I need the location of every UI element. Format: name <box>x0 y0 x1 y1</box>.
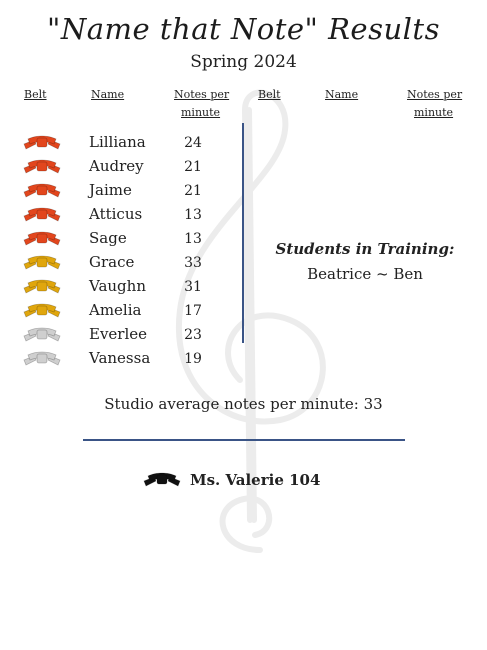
studio-average: Studio average notes per minute: 33 <box>104 395 383 413</box>
student-name: Sage <box>89 229 127 247</box>
yellow-belt-icon <box>22 276 62 298</box>
student-npm: 13 <box>184 231 202 247</box>
list-item <box>22 324 62 350</box>
white-belt-icon <box>22 348 62 370</box>
white-belt-icon <box>22 324 62 346</box>
list-item <box>22 300 62 326</box>
student-name: Lilliana <box>89 133 146 151</box>
student-npm: 24 <box>184 135 202 151</box>
red-belt-icon <box>22 228 62 250</box>
training-names: Beatrice ~ Ben <box>307 265 423 283</box>
student-npm: 33 <box>184 255 202 271</box>
list-item <box>22 156 62 182</box>
student-name: Atticus <box>89 205 143 223</box>
header-belt: Belt <box>24 88 47 101</box>
list-item <box>22 204 62 230</box>
list-item <box>22 348 62 374</box>
red-belt-icon <box>22 132 62 154</box>
student-npm: 21 <box>184 183 202 199</box>
list-item <box>22 180 62 206</box>
list-item <box>22 276 62 302</box>
header-minute-right: minute <box>414 106 454 119</box>
header-notes-per-right: Notes per <box>407 88 463 101</box>
student-name: Everlee <box>89 325 148 343</box>
list-item <box>22 132 62 158</box>
list-item <box>22 228 62 254</box>
section-divider <box>83 439 405 441</box>
red-belt-icon <box>22 180 62 202</box>
page-subtitle: Spring 2024 <box>190 52 297 72</box>
student-npm: 21 <box>184 159 202 175</box>
red-belt-icon <box>22 204 62 226</box>
student-name: Jaime <box>89 181 132 199</box>
header-belt-right: Belt <box>258 88 281 101</box>
page-title: "Name that Note" Results <box>47 12 440 46</box>
list-item <box>22 252 62 278</box>
student-name: Grace <box>89 253 135 271</box>
student-name: Vaughn <box>89 277 146 295</box>
header-notes-per: Notes per <box>174 88 230 101</box>
column-divider <box>242 123 244 343</box>
header-name-right: Name <box>325 88 359 101</box>
header-name: Name <box>91 88 125 101</box>
teacher-belt <box>142 469 182 495</box>
training-heading: Students in Training: <box>275 240 455 258</box>
student-npm: 17 <box>184 303 202 319</box>
student-npm: 13 <box>184 207 202 223</box>
student-name: Amelia <box>89 301 142 319</box>
black-belt-icon <box>142 469 182 491</box>
teacher-score: Ms. Valerie 104 <box>190 471 321 489</box>
red-belt-icon <box>22 156 62 178</box>
student-name: Audrey <box>89 157 144 175</box>
yellow-belt-icon <box>22 252 62 274</box>
yellow-belt-icon <box>22 300 62 322</box>
student-npm: 31 <box>184 279 202 295</box>
student-name: Vanessa <box>89 349 151 367</box>
student-npm: 23 <box>184 327 202 343</box>
student-npm: 19 <box>184 351 202 367</box>
header-minute: minute <box>181 106 221 119</box>
